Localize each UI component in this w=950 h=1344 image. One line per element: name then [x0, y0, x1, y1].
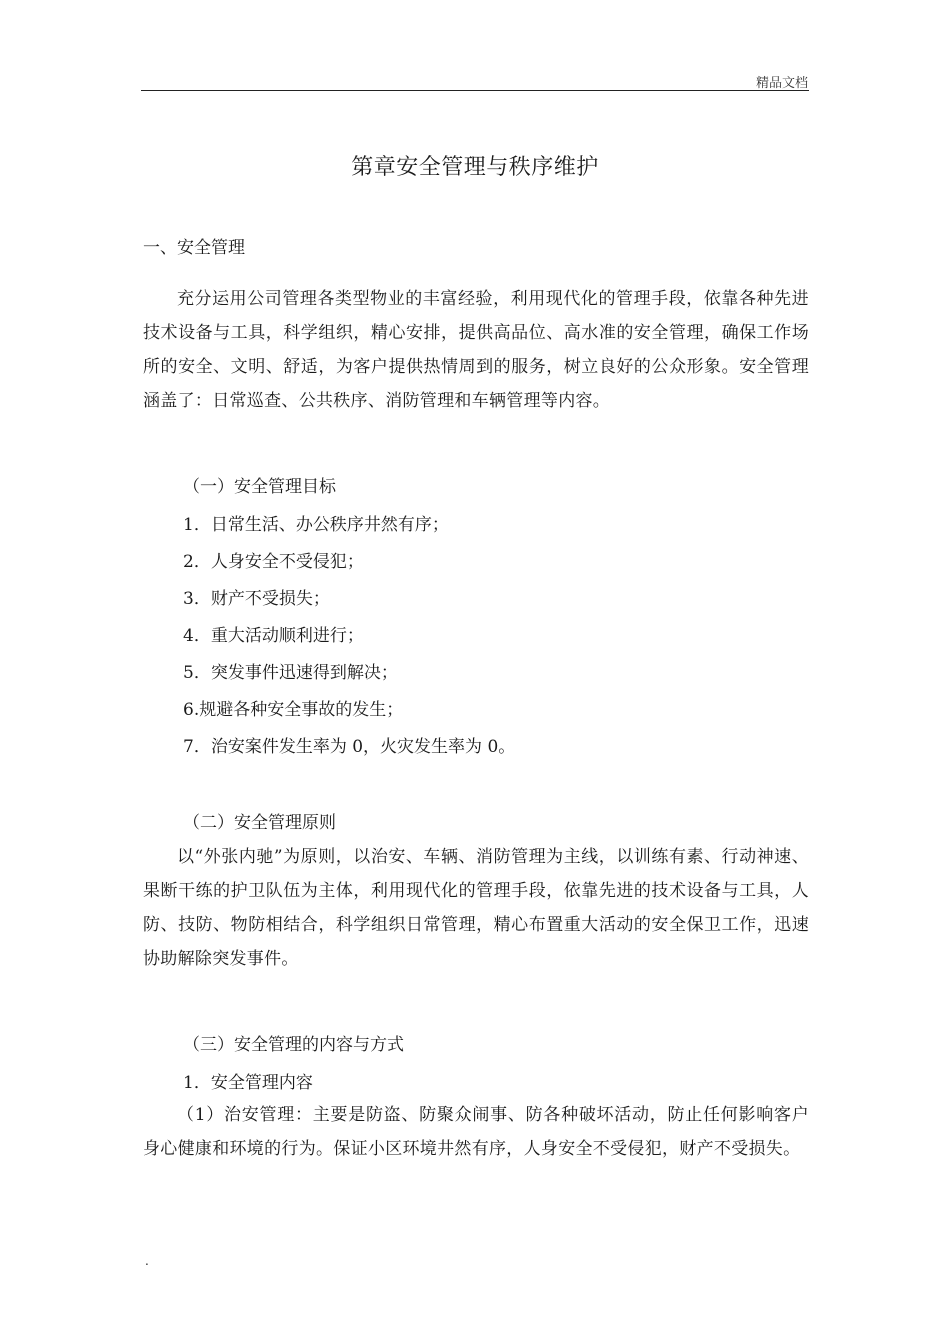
goal-item-3: 3．财产不受损失； [183, 589, 330, 609]
principles-paragraph: 以“外张内驰”为原则，以治安、车辆、消防管理为主线，以训练有素、行动神速、果断干练的护卫队伍为主体，利用现代化的管理手段，依靠先进的技术设备与工具，人防、技防、物防相结合，科学组织日常管理，精心布置重大活动的安全保卫工作，迅速协助解除突发事件。 [143, 847, 809, 969]
content-subheading: 1．安全管理内容 [183, 1073, 313, 1093]
footer-mark: . [145, 1254, 149, 1268]
content-heading: （三）安全管理的内容与方式 [183, 1035, 404, 1055]
goal-item-2: 2．人身安全不受侵犯； [183, 552, 364, 572]
goal-item-5: 5．突发事件迅速得到解决； [183, 663, 398, 683]
goal-item-1: 1．日常生活、办公秩序井然有序； [183, 515, 449, 535]
goal-item-6: 6.规避各种安全事故的发生； [183, 700, 404, 720]
goal-item-7: 7．治安案件发生率为 0，火灾发生率为 0。 [183, 737, 516, 757]
document-title: 第章安全管理与秩序维护 [351, 155, 599, 180]
section-heading: 一、安全管理 [143, 238, 245, 258]
security-item-paragraph: （1）治安管理：主要是防盗、防聚众闹事、防各种破坏活动，防止任何影响客户身心健康和环境的行为。保证小区环境井然有序，人身安全不受侵犯，财产不受损失。 [143, 1105, 809, 1159]
header-rule [141, 90, 809, 91]
header-label: 精品文档 [755, 76, 808, 91]
intro-paragraph: 充分运用公司管理各类型物业的丰富经验，利用现代化的管理手段，依靠各种先进技术设备与工具，科学组织，精心安排，提供高品位、高水准的安全管理，确保工作场所的安全、文明、舒适，为客户提供热情周到的服务，树立良好的公众形象。安全管理涵盖了：日常巡查、公共秩序、消防管理和车辆管理等内容。 [143, 289, 809, 411]
goal-item-4: 4．重大活动顺利进行； [183, 626, 364, 646]
principles-heading: （二）安全管理原则 [183, 813, 336, 833]
goals-heading: （一）安全管理目标 [183, 477, 336, 497]
